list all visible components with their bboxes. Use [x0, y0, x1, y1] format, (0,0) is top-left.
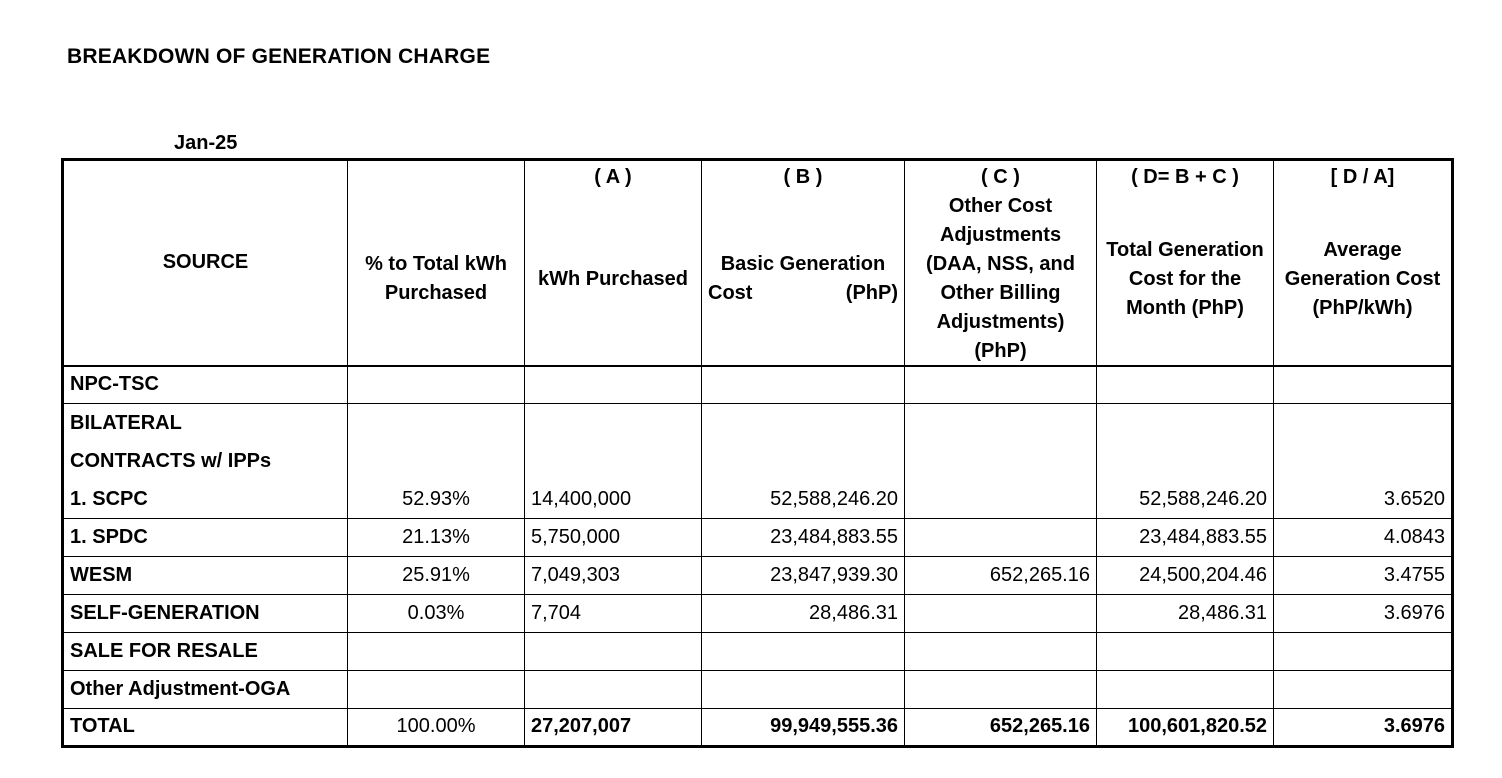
source-cell: NPC-TSC: [63, 366, 348, 404]
header-tgc: [1097, 160, 1274, 366]
pct-cell: [348, 366, 525, 404]
agc-cell: [1274, 366, 1453, 404]
bgc-cell: 23,484,883.55: [702, 518, 905, 556]
oca-cell: [905, 366, 1097, 404]
bilateral-line1: BILATERAL: [70, 412, 182, 435]
oca-cell: [905, 594, 1097, 632]
table-row-oga: [63, 670, 1453, 708]
agc-cell: [1274, 670, 1453, 708]
bgc-cell: 23,847,939.30: [702, 556, 905, 594]
header-tgc-label: Total Generation Cost for the Month (PhP): [1106, 238, 1264, 319]
kwh-cell: 27,207,007: [525, 708, 702, 746]
pct-cell: [348, 632, 525, 670]
kwh-cell: 7,704: [525, 594, 702, 632]
agc-cell: 3.6520: [1274, 480, 1453, 518]
header-bgc-label-unit: (PhP): [845, 282, 898, 305]
kwh-cell: 5,750,000: [525, 518, 702, 556]
header-pct: [348, 160, 525, 366]
agc-cell: 3.6976: [1274, 594, 1453, 632]
table-row-wesm: [63, 556, 1453, 594]
table-row-npc: [63, 366, 1453, 404]
source-cell: [63, 404, 348, 481]
header-agc-code: [ D / A]: [1330, 166, 1395, 189]
tgc-cell: 23,484,883.55: [1097, 518, 1274, 556]
tgc-cell: [1097, 632, 1274, 670]
source-cell: SELF-GENERATION: [63, 594, 348, 632]
page-title: BREAKDOWN OF GENERATION CHARGE: [67, 45, 491, 68]
header-pct-label: % to Total kWh Purchased: [365, 253, 507, 305]
source-cell: SALE FOR RESALE: [63, 632, 348, 670]
header-bgc-code: ( B ): [783, 166, 823, 189]
header-row: [63, 160, 1453, 366]
oca-cell: [905, 670, 1097, 708]
source-cell: 1. SCPC: [63, 480, 348, 518]
header-bgc-label-line1: Basic Generation: [720, 253, 886, 276]
kwh-cell: 14,400,000: [525, 480, 702, 518]
agc-cell: [1274, 632, 1453, 670]
tgc-cell: 52,588,246.20: [1097, 480, 1274, 518]
source-cell: WESM: [63, 556, 348, 594]
header-oca-code: ( C ): [981, 166, 1020, 189]
bgc-cell: [702, 670, 905, 708]
tgc-cell: [1097, 366, 1274, 404]
oca-cell: 652,265.16: [905, 708, 1097, 746]
oca-cell: [905, 632, 1097, 670]
kwh-cell: [525, 632, 702, 670]
bgc-cell: [702, 632, 905, 670]
header-kwh-label: kWh Purchased: [537, 267, 689, 290]
header-bgc-label-cost: Cost: [708, 282, 753, 305]
header-source: SOURCE: [63, 160, 348, 366]
oca-cell: [905, 480, 1097, 518]
tgc-cell: 24,500,204.46: [1097, 556, 1274, 594]
generation-charge-table: [61, 158, 1454, 748]
tgc-cell: 100,601,820.52: [1097, 708, 1274, 746]
kwh-cell: [525, 366, 702, 404]
table-row-total: [63, 708, 1453, 746]
pct-cell: 0.03%: [348, 594, 525, 632]
header-tgc-code: ( D= B + C ): [1131, 166, 1239, 189]
table-row-self-generation: [63, 594, 1453, 632]
bgc-cell: [702, 366, 905, 404]
bgc-cell: 52,588,246.20: [702, 480, 905, 518]
bgc-cell: 99,949,555.36: [702, 708, 905, 746]
pct-cell: 25.91%: [348, 556, 525, 594]
header-oca-label: Other Cost Adjustments (DAA, NSS, and Other Billing Adjustments) (PhP): [926, 195, 1075, 363]
table-row-bilateral: [63, 404, 1453, 481]
kwh-cell: [525, 670, 702, 708]
oca-cell: 652,265.16: [905, 556, 1097, 594]
header-kwh-code: ( A ): [594, 166, 632, 189]
tgc-cell: [1097, 670, 1274, 708]
header-oca: [905, 160, 1097, 366]
oca-cell: [905, 518, 1097, 556]
pct-cell: 100.00%: [348, 708, 525, 746]
agc-cell: 4.0843: [1274, 518, 1453, 556]
bgc-cell: 28,486.31: [702, 594, 905, 632]
source-cell: 1. SPDC: [63, 518, 348, 556]
kwh-cell: 7,049,303: [525, 556, 702, 594]
bilateral-line2: CONTRACTS w/ IPPs: [70, 450, 272, 473]
header-bgc: [702, 160, 905, 366]
table-row-resale: [63, 632, 1453, 670]
header-kwh: [525, 160, 702, 366]
pct-cell: 21.13%: [348, 518, 525, 556]
agc-cell: 3.4755: [1274, 556, 1453, 594]
header-agc-label: Average Generation Cost (PhP/kWh): [1284, 238, 1441, 319]
tgc-cell: 28,486.31: [1097, 594, 1274, 632]
header-agc: [1274, 160, 1453, 366]
source-cell: Other Adjustment-OGA: [63, 670, 348, 708]
source-cell: TOTAL: [63, 708, 348, 746]
table-row-scpc: [63, 480, 1453, 518]
agc-cell: 3.6976: [1274, 708, 1453, 746]
pct-cell: [348, 670, 525, 708]
table-row-spdc: [63, 518, 1453, 556]
pct-cell: 52.93%: [348, 480, 525, 518]
period-label: Jan-25: [174, 132, 238, 154]
